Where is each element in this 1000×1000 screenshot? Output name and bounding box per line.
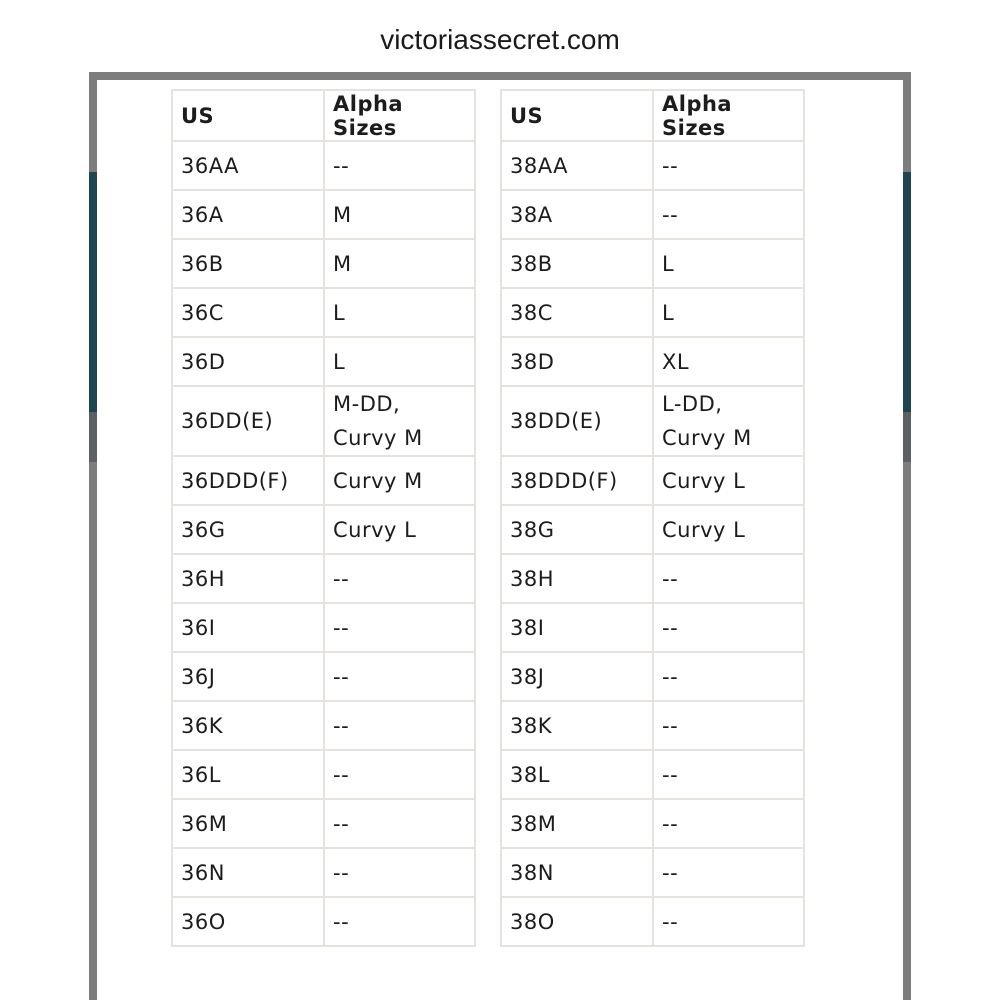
us-size-cell: 36DDD(F) (172, 456, 324, 505)
table-row (172, 190, 475, 239)
us-size-cell: 36C (172, 288, 324, 337)
alpha-size-cell: -- (324, 848, 475, 897)
table-row (172, 554, 475, 603)
address-bar[interactable] (0, 0, 1000, 72)
us-size-cell: 38DDD(F) (501, 456, 653, 505)
alpha-size-cell: -- (653, 897, 804, 946)
column-header-alpha-sizes: Alpha Sizes (653, 90, 804, 141)
alpha-size-cell: -- (653, 848, 804, 897)
left-rows (172, 141, 475, 946)
us-size-cell: 38K (501, 701, 653, 750)
column-header-us: US (501, 90, 653, 141)
us-size-cell: 38C (501, 288, 653, 337)
table-row (501, 456, 804, 505)
alpha-size-cell: M (324, 190, 475, 239)
table-row (501, 239, 804, 288)
table-row (172, 750, 475, 799)
table-row (172, 603, 475, 652)
table-row (501, 386, 804, 456)
alpha-size-cell (324, 386, 475, 456)
us-size-cell: 36B (172, 239, 324, 288)
alpha-size-cell: -- (653, 750, 804, 799)
us-size-cell: 38DD(E) (501, 386, 653, 456)
table-row (501, 190, 804, 239)
us-size-cell: 36H (172, 554, 324, 603)
alpha-size-cell: -- (324, 750, 475, 799)
alpha-size-line: Curvy M (333, 426, 423, 450)
us-size-cell: 38J (501, 652, 653, 701)
us-size-cell: 38I (501, 603, 653, 652)
alpha-size-cell: L (653, 239, 804, 288)
alpha-size-cell: Curvy M (324, 456, 475, 505)
table-row (172, 456, 475, 505)
table-header-row (501, 90, 804, 141)
table-row (501, 701, 804, 750)
table-row (172, 505, 475, 554)
table-row (172, 141, 475, 190)
alpha-size-cell: -- (324, 141, 475, 190)
us-size-cell: 36K (172, 701, 324, 750)
column-header-alpha-sizes: Alpha Sizes (324, 90, 475, 141)
us-size-cell: 38L (501, 750, 653, 799)
us-size-cell: 36L (172, 750, 324, 799)
size-table-36 (171, 89, 476, 947)
table-row (501, 848, 804, 897)
us-size-cell: 38N (501, 848, 653, 897)
table-row (501, 897, 804, 946)
alpha-size-cell: -- (653, 190, 804, 239)
table-row (501, 799, 804, 848)
table-row (172, 386, 475, 456)
table-row (501, 505, 804, 554)
alpha-size-cell (653, 386, 804, 456)
table-row (172, 239, 475, 288)
column-header-us: US (172, 90, 324, 141)
alpha-size-cell: -- (324, 652, 475, 701)
table-row (172, 652, 475, 701)
us-size-cell: 36D (172, 337, 324, 386)
alpha-size-cell: -- (324, 897, 475, 946)
alpha-size-cell: -- (324, 554, 475, 603)
table-row (501, 750, 804, 799)
us-size-cell: 38D (501, 337, 653, 386)
us-size-cell: 36M (172, 799, 324, 848)
alpha-size-cell: -- (653, 701, 804, 750)
alpha-size-cell: M (324, 239, 475, 288)
frame-accent-left-lower (89, 412, 97, 462)
alpha-size-cell: Curvy L (653, 456, 804, 505)
table-row (172, 288, 475, 337)
alpha-size-cell: L (324, 288, 475, 337)
alpha-size-cell: L (324, 337, 475, 386)
table-row (172, 897, 475, 946)
table-row (172, 799, 475, 848)
us-size-cell: 36G (172, 505, 324, 554)
alpha-size-line: Curvy M (662, 426, 752, 450)
alpha-size-cell: -- (324, 799, 475, 848)
alpha-size-cell: -- (324, 603, 475, 652)
alpha-size-cell: L (653, 288, 804, 337)
us-size-cell: 38O (501, 897, 653, 946)
us-size-cell: 36A (172, 190, 324, 239)
us-size-cell: 38H (501, 554, 653, 603)
us-size-cell: 36DD(E) (172, 386, 324, 456)
frame-accent-left (89, 172, 97, 412)
alpha-size-cell: -- (653, 652, 804, 701)
alpha-size-cell: Curvy L (324, 505, 475, 554)
us-size-cell: 36O (172, 897, 324, 946)
us-size-cell: 38A (501, 190, 653, 239)
alpha-size-cell: -- (653, 141, 804, 190)
us-size-cell: 38AA (501, 141, 653, 190)
table-header-row (172, 90, 475, 141)
size-chart-panel (97, 80, 903, 1000)
us-size-cell: 38M (501, 799, 653, 848)
table-row (172, 848, 475, 897)
size-table-38 (500, 89, 805, 947)
right-rows (501, 141, 804, 946)
site-url[interactable]: victoriassecret.com (380, 24, 620, 55)
us-size-cell: 38G (501, 505, 653, 554)
us-size-cell: 36AA (172, 141, 324, 190)
frame-accent-right-lower (903, 412, 911, 462)
alpha-size-cell: -- (653, 799, 804, 848)
table-row (501, 141, 804, 190)
frame-accent-right (903, 172, 911, 412)
table-row (501, 652, 804, 701)
us-size-cell: 36N (172, 848, 324, 897)
alpha-size-cell: -- (324, 701, 475, 750)
alpha-size-line: M-DD, (333, 392, 401, 416)
table-row (501, 554, 804, 603)
alpha-size-line: L-DD, (662, 392, 723, 416)
alpha-size-cell: XL (653, 337, 804, 386)
us-size-cell: 36J (172, 652, 324, 701)
us-size-cell: 38B (501, 239, 653, 288)
table-row (172, 701, 475, 750)
table-row (501, 337, 804, 386)
alpha-size-cell: Curvy L (653, 505, 804, 554)
us-size-cell: 36I (172, 603, 324, 652)
table-row (172, 337, 475, 386)
table-row (501, 603, 804, 652)
table-row (501, 288, 804, 337)
alpha-size-cell: -- (653, 554, 804, 603)
alpha-size-cell: -- (653, 603, 804, 652)
